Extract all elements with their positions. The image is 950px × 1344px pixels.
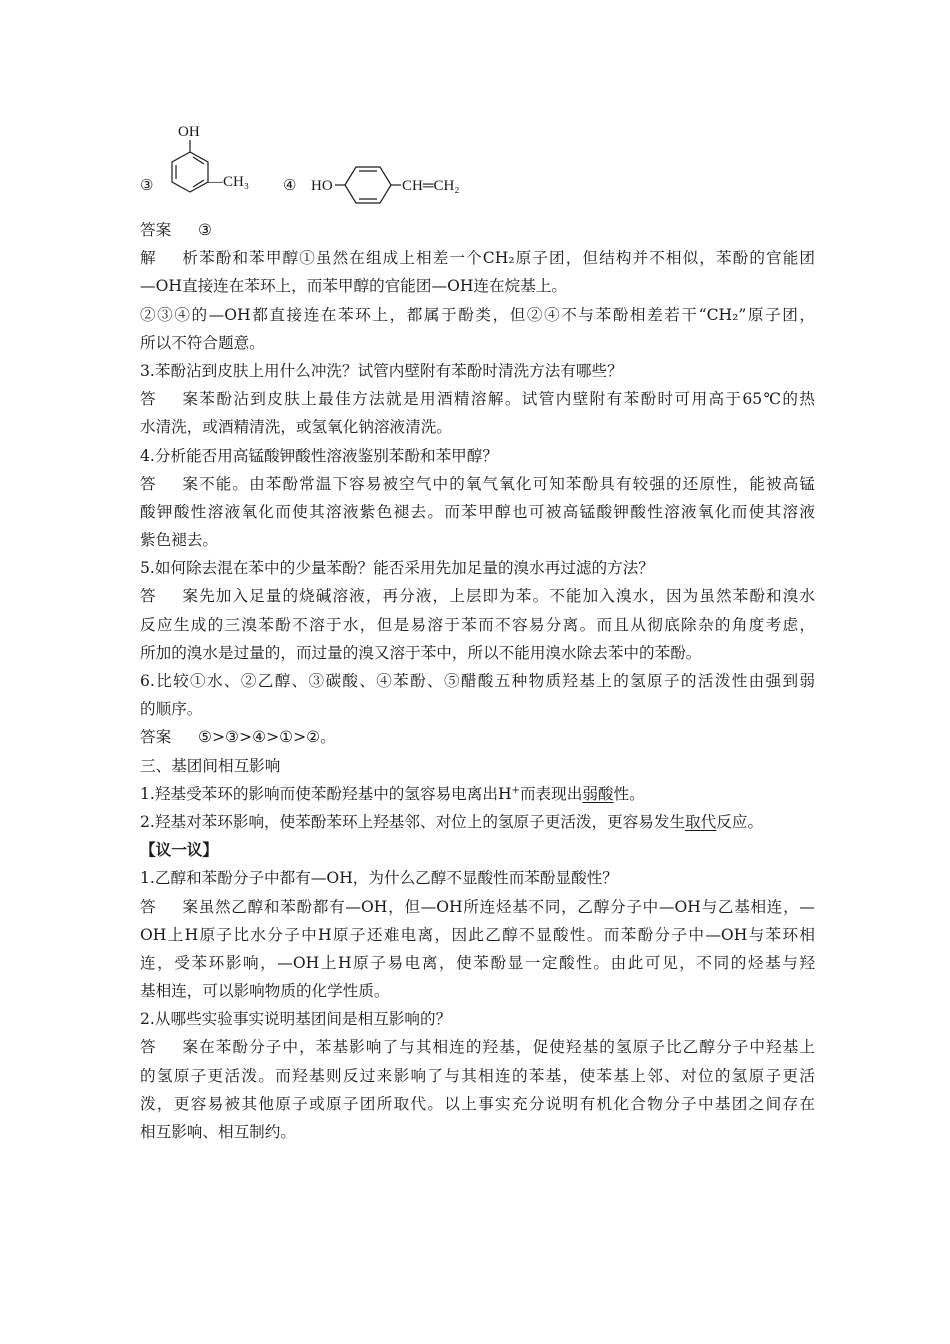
q4-answer-line-1 (140, 470, 815, 498)
body-text (140, 216, 815, 1146)
h-plus-superscript: + (511, 784, 520, 796)
q6-answer-text: ⑤>③>④>①>②。 (198, 728, 336, 747)
q6-question-line-2: 的顺序。 (140, 700, 203, 719)
answer-label: 答案 (140, 474, 198, 493)
structure-4-number: ④ (283, 178, 297, 194)
substitution-underlined: 取代 (685, 812, 717, 831)
q5-question: 5.如何除去混在苯中的少量苯酚？能否采用先加足量的溴水再过滤的方法？ (140, 559, 654, 578)
section-3-point-2 (140, 808, 815, 836)
discuss-2-answer-line-2: 的氢原子更活泼。而羟基则反过来影响了与其相连的苯基，使苯基上邻、对位的氢原子更活 (140, 1066, 815, 1085)
point-1-text: 1.羟基受苯环的影响而使苯酚羟基中的氢容易电离出H (140, 784, 512, 803)
q6-question-line-1: 6.比较①水、②乙醇、③碳酸、④苯酚、⑤醋酸五种物质羟基上的氢原子的活泼性由强到弱 (140, 672, 815, 690)
q2-analysis-line-4: 所以不符合题意。 (140, 333, 265, 352)
q2-analysis-line-2: —OH直接连在苯环上，而苯甲醇的官能团—OH连在烷基上。 (140, 277, 568, 296)
answer-label: 答案 (140, 587, 198, 606)
document-page (140, 110, 815, 1146)
structure-3-oh-label: OH (178, 124, 200, 140)
answer-label: 答案 (140, 221, 172, 239)
point-1-end: 性。 (613, 784, 645, 803)
q2-analysis-text: 苯酚和苯甲醇①虽然在组成上相差一个CH₂原子团，但结构并不相似，苯酚的官能团 (198, 249, 815, 268)
answer-label: 答案 (140, 728, 172, 747)
structure-3-o-cresol (140, 110, 270, 214)
q4-answer-line-2: 酸钾酸性溶液氧化而使其溶液紫色褪去。而苯甲醇也可被高锰酸钾酸性溶液氧化而使其溶液 (140, 502, 815, 521)
q5-answer-line-1 (140, 582, 815, 610)
analysis-label: 解析 (140, 249, 198, 268)
point-1-mid: 而表现出 (519, 784, 583, 803)
point-2-text: 2.羟基对苯环影响，使苯酚苯环上羟基邻、对位上的氢原子更活泼，更容易发生 (140, 812, 686, 831)
structure-4-ho-label: HO (311, 178, 333, 194)
answer-label: 答案 (140, 390, 198, 409)
discuss-2-answer-line-3: 泼，更容易被其他原子或原子团所取代。以上事实充分说明有机化合物分子中基团之间存在 (140, 1094, 815, 1113)
q5-answer-line-2: 反应生成的三溴苯酚不溶于水，但是易溶于苯而不容易分离。而且从彻底除杂的角度考虑， (140, 615, 815, 634)
q4-answer-line-3: 紫色褪去。 (140, 531, 218, 550)
point-2-end: 反应。 (716, 812, 764, 831)
q2-answer-line (140, 216, 815, 244)
section-3-heading: 三、基团间相互影响 (140, 756, 281, 775)
q4-answer-text: 不能。由苯酚常温下容易被空气中的氧气氧化可知苯酚具有较强的还原性，能被高锰 (198, 474, 815, 493)
discuss-1-answer-text: 虽然乙醇和苯酚都有—OH，但—OH所连烃基不同，乙醇分子中—OH与乙基相连，— (198, 897, 815, 916)
q3-question: 3.苯酚沾到皮肤上用什么冲洗？试管内壁附有苯酚时清洗方法有哪些？ (140, 361, 623, 380)
discuss-2-answer-text: 在苯酚分子中，苯基影响了与其相连的羟基，促使羟基的氢原子比乙醇分子中羟基上 (198, 1038, 815, 1057)
discuss-1-question: 1.乙醇和苯酚分子中都有—OH，为什么乙醇不显酸性而苯酚显酸性？ (140, 869, 618, 888)
discuss-2-answer-line-1 (140, 1033, 815, 1061)
discuss-2-answer-line-4: 相互影响、相互制约。 (140, 1123, 296, 1141)
discuss-1-answer-line-1 (140, 893, 815, 921)
q2-analysis-line-3: ②③④的—OH都直接连在苯环上，都属于酚类，但②④不与苯酚相差若干“CH₂”原子团， (140, 305, 815, 324)
q2-answer: ③ (198, 221, 212, 239)
structure-row (140, 110, 815, 210)
structure-4-vinyl-label: CH═CH₂ (402, 178, 460, 194)
section-3-point-1 (140, 780, 815, 808)
q5-answer-line-3: 所加的溴水是过量的，而过量的溴又溶于苯中，所以不能用溴水除去苯中的苯酚。 (140, 643, 702, 662)
q4-question: 4.分析能否用高锰酸钾酸性溶液鉴别苯酚和苯甲醇？ (140, 446, 498, 465)
q6-answer-line (140, 723, 815, 751)
discuss-1-answer-line-3: 连，受苯环影响，—OH上H原子易电离，使苯酚显一定酸性。由此可见，不同的烃基与羟 (140, 953, 815, 972)
structure-3-number: ③ (140, 178, 154, 194)
weak-acid-underlined: 弱酸 (582, 784, 614, 803)
discuss-1-answer-line-2: OH上H原子比水分子中H原子还难电离，因此乙醇不显酸性。而苯酚分子中—OH与苯环相 (140, 925, 815, 944)
discuss-heading: 【议一议】 (140, 840, 218, 860)
q5-answer-text: 先加入足量的烧碱溶液，再分液，上层即为苯。不能加入溴水，因为虽然苯酚和溴水 (198, 587, 815, 606)
q2-analysis-line-1 (140, 244, 815, 272)
q3-answer-line-1 (140, 385, 815, 413)
answer-label: 答案 (140, 1038, 198, 1057)
answer-label: 答案 (140, 897, 198, 916)
structure-4-vinylphenol (283, 110, 523, 214)
discuss-2-question: 2.从哪些实验事实说明基团间是相互影响的？ (140, 1010, 452, 1029)
structure-3-methyl-label: —CH₃ (208, 174, 250, 190)
q3-answer-text: 苯酚沾到皮肤上最佳方法就是用酒精溶解。试管内壁附有苯酚时可用高于65℃的热 (198, 390, 815, 409)
discuss-1-answer-line-4: 基相连，可以影响物质的化学性质。 (140, 982, 390, 1001)
q3-answer-line-2: 水清洗，或酒精清洗，或氢氧化钠溶液清洗。 (140, 418, 452, 437)
